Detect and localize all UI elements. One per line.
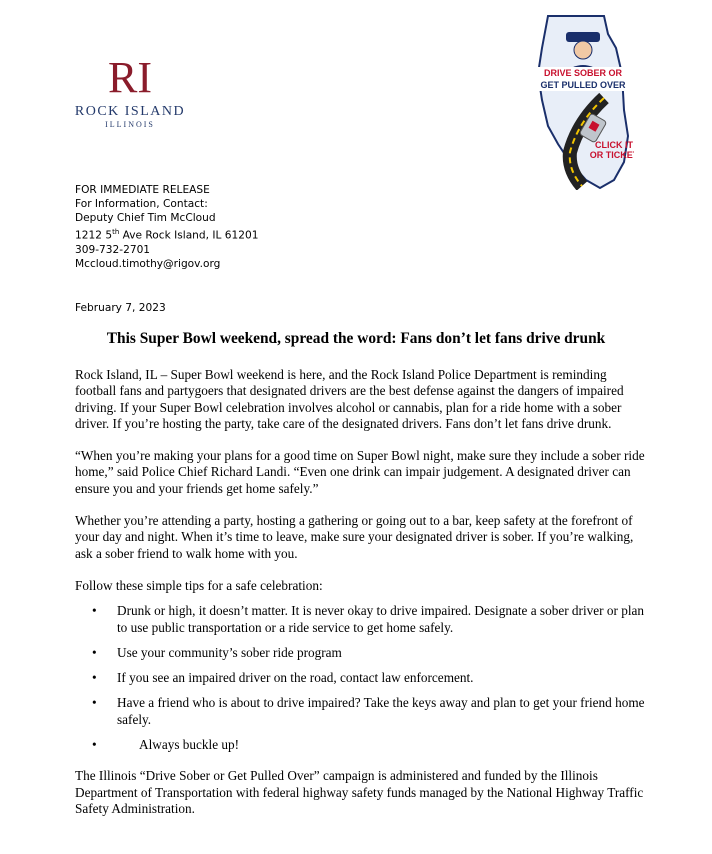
paragraph-quote: “When you’re making your plans for a good time on Super Bowl night, make sure they include a sober ride home,” said Police Chief Richard Landi. “Even one drink can impair judgement. A designated driver can ensure you and your friends get home safely.”: [75, 448, 645, 496]
drive-sober-badge: [534, 12, 634, 190]
bullet-icon: •: [92, 695, 97, 711]
contact-block: [75, 183, 258, 271]
bullet-icon: •: [92, 737, 97, 753]
badge-line3: CLICK IT: [595, 140, 633, 150]
tip-text: Use your community’s sober ride program: [117, 644, 342, 660]
badge-line1: DRIVE SOBER OR: [543, 68, 623, 78]
address-suffix: th: [112, 228, 120, 236]
drive-sober-badge-graphic: [534, 12, 634, 190]
tip-text: Drunk or high, it doesn’t matter. It is never okay to drive impaired. Designate a sober driver or plan to use public transportation or a ride service to get home safely.: [117, 603, 645, 635]
address-street: Ave Rock Island, IL 61201: [119, 229, 259, 242]
body-text: [75, 367, 645, 833]
contact-address: [75, 225, 258, 243]
paragraph-safety: Whether you’re attending a party, hosting a gathering or going out to a bar, keep safety at the forefront of your day and night. When it’s time to leave, make sure your designated driver is sober. If you’re walking, ask a sober friend to walk home with you.: [75, 513, 634, 561]
release-date: February 7, 2023: [75, 302, 166, 314]
list-item: [75, 670, 645, 686]
ri-monogram-icon: [105, 52, 155, 102]
address-number: 1212 5: [75, 229, 113, 242]
logo-state: ILLINOIS: [105, 120, 155, 129]
logo-name: ROCK ISLAND: [74, 104, 186, 119]
contact-person: Deputy Chief Tim McCloud: [75, 212, 216, 224]
tip-text: Have a friend who is about to drive impaired? Take the keys away and plan to get your friend home safely.: [117, 695, 645, 727]
paragraph-campaign: The Illinois “Drive Sober or Get Pulled Over” campaign is administered and funded by the Illinois Department of Transportation with federal highway safety funds managed by the National Highway Traffic Safety Administration.: [75, 768, 644, 816]
tip-text: If you see an impaired driver on the road, contact law enforcement.: [117, 670, 474, 686]
monogram-text: RI: [108, 53, 152, 102]
list-item: [75, 645, 645, 661]
contact-info-label: For Information, Contact:: [75, 198, 208, 210]
contact-phone: 309-732-2701: [75, 243, 151, 256]
paragraph-tips-intro: Follow these simple tips for a safe celebration:: [75, 577, 323, 593]
list-item: [75, 737, 645, 753]
headline: This Super Bowl weekend, spread the word: Fans don’t let fans drive drunk: [106, 330, 606, 347]
badge-line2: GET PULLED OVER: [540, 80, 626, 90]
tip-text: Always buckle up!: [139, 737, 240, 753]
bullet-icon: •: [92, 644, 97, 660]
bullet-icon: •: [92, 670, 97, 686]
list-item: [75, 603, 645, 636]
badge-line4: OR TICKET: [589, 150, 634, 160]
list-item: [75, 695, 645, 728]
officer-face-icon: [574, 41, 592, 59]
release-label: FOR IMMEDIATE RELEASE: [75, 184, 210, 196]
contact-email: Mccloud.timothy@rigov.org: [75, 257, 221, 270]
tips-list: [75, 603, 645, 753]
paragraph-intro: Rock Island, IL – Super Bowl weekend is here, and the Rock Island Police Department is reminding football fans and partygoers that designated drivers are the best defense against the dangers of impaired driving. If your Super Bowl celebration involves alcohol or cannabis, plan for a ride home with a sober driver. If you’re hosting the party, take care of the designated drivers. Fans don’t let fans drive drunk.: [75, 367, 624, 431]
bullet-icon: •: [92, 603, 97, 619]
rock-island-logo: [70, 52, 190, 129]
